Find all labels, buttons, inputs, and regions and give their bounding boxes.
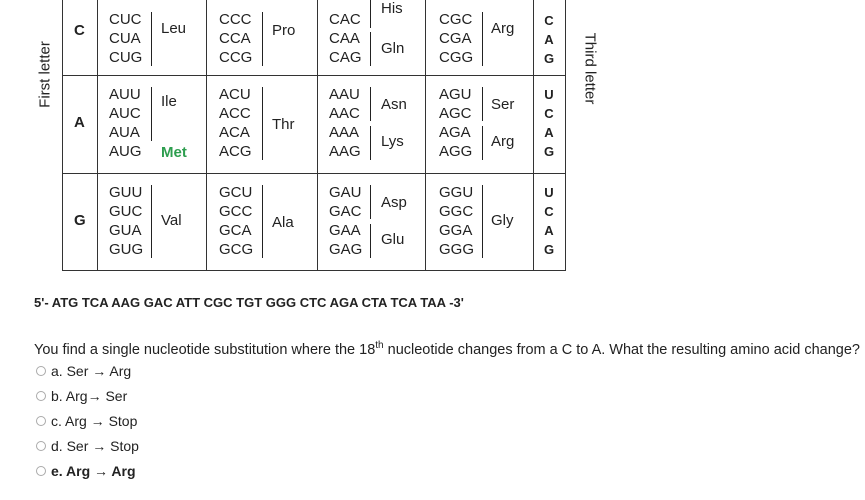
codon-row-a (63, 76, 565, 174)
third-letter-g-a: A (544, 223, 554, 238)
option-a[interactable] (36, 363, 131, 379)
codon-gcg: GCG (219, 241, 254, 258)
codon-aug: AUG (109, 143, 142, 160)
third-letter-a-u: U (544, 87, 554, 102)
codon-gag: GAG (329, 241, 363, 258)
codon-ccg: CCG (219, 49, 253, 66)
codon-agu: AGU (439, 86, 472, 103)
option-e-label: e. Arg → Arg (51, 463, 136, 479)
radio-circle-icon[interactable] (36, 366, 46, 376)
question-text-before: You find a single nucleotide substitution where the 18 (34, 341, 376, 358)
radio-circle-icon[interactable] (36, 416, 46, 426)
codon-ggc: GGC (439, 203, 474, 220)
codon-gcu: GCU (219, 184, 253, 201)
codon-guu: GUU (109, 184, 143, 201)
first-letter-label: First letter (36, 41, 54, 108)
option-c-label: c. Arg → Stop (51, 413, 138, 429)
codon-gug: GUG (109, 241, 144, 258)
third-letter-a-a: A (544, 125, 554, 140)
third-letter-g-c: C (544, 204, 554, 219)
radio-circle-icon[interactable] (36, 391, 46, 401)
codon-agc: AGC (439, 105, 472, 122)
aa-arg-2: Arg (491, 133, 515, 150)
codon-gaa: GAA (329, 222, 361, 239)
codon-aag: AAG (329, 143, 361, 160)
codon-aca: ACA (219, 124, 250, 141)
first-letter-a: A (74, 114, 85, 131)
option-c[interactable] (36, 413, 137, 429)
third-letter-c-g: G (543, 51, 555, 66)
codon-auu: AUU (109, 86, 141, 103)
codon-cac: CAC (329, 11, 361, 28)
codon-cug: CUG (109, 49, 143, 66)
codon-aaa: AAA (329, 124, 360, 141)
codon-cuc: CUC (109, 11, 142, 28)
codon-guc: GUC (109, 203, 143, 220)
codon-gga: GGA (439, 222, 473, 239)
codon-aac: AAC (329, 105, 360, 122)
third-letter-label: Third letter (581, 32, 599, 105)
codon-gcc: GCC (219, 203, 253, 220)
radio-circle-icon[interactable] (36, 441, 46, 451)
codon-cga: CGA (439, 30, 472, 47)
third-letter-c-a: A (544, 32, 554, 47)
aa-pro: Pro (272, 22, 296, 39)
codon-aga: AGA (439, 124, 471, 141)
codon-ggu: GGU (439, 184, 474, 201)
codon-gau: GAU (329, 184, 362, 201)
aa-ile: Ile (161, 93, 177, 110)
codon-cua: CUA (109, 30, 141, 47)
aa-ala: Ala (272, 214, 294, 231)
option-e[interactable] (36, 463, 136, 479)
codon-auc: AUC (109, 105, 141, 122)
aa-met: Met (161, 144, 187, 161)
codon-acg: ACG (219, 143, 252, 160)
aa-asn: Asn (381, 96, 407, 113)
option-b[interactable] (36, 388, 127, 404)
third-letter-a-g: G (543, 144, 555, 159)
aa-lys: Lys (381, 133, 404, 150)
option-a-label: a. Ser → Arg (51, 363, 132, 379)
codon-row-g (63, 174, 565, 271)
aa-ser: Ser (491, 96, 515, 113)
question-superscript: th (375, 340, 384, 351)
question-text (34, 340, 860, 358)
aa-leu: Leu (161, 20, 187, 37)
third-letter-c-c: C (544, 13, 554, 28)
third-letter-a-c: C (544, 106, 554, 121)
codon-gca: GCA (219, 222, 252, 239)
third-letter-g-g: G (543, 242, 555, 257)
third-letter-g-u: U (544, 185, 554, 200)
codon-ggg: GGG (439, 241, 475, 258)
codon-gac: GAC (329, 203, 362, 220)
codon-aau: AAU (329, 86, 360, 103)
codon-cca: CCA (219, 30, 251, 47)
aa-thr: Thr (272, 116, 295, 133)
aa-gln: Gln (381, 40, 405, 57)
codon-aua: AUA (109, 124, 140, 141)
codon-table (62, 0, 566, 271)
codon-acu: ACU (219, 86, 251, 103)
aa-gly: Gly (491, 212, 514, 229)
first-letter-g: G (74, 212, 86, 229)
codon-agg: AGG (439, 143, 473, 160)
option-d[interactable] (36, 438, 139, 454)
aa-arg: Arg (491, 20, 515, 37)
codon-acc: ACC (219, 105, 251, 122)
codon-cgc: CGC (439, 11, 473, 28)
dna-sequence: 5'- ATG TCA AAG GAC ATT CGC TGT GGG CTC AGA CTA TCA TAA -3' (34, 295, 464, 310)
codon-row-c (63, 0, 565, 76)
aa-val: Val (161, 212, 182, 229)
aa-asp: Asp (381, 194, 407, 211)
aa-glu: Glu (381, 231, 405, 248)
aa-his: His (381, 0, 403, 17)
option-b-label: b. Arg→ Ser (51, 388, 128, 404)
option-d-label: d. Ser → Stop (51, 438, 139, 454)
question-text-after: nucleotide changes from a C to A. What the resulting amino acid change? (383, 341, 860, 358)
codon-cag: CAG (329, 49, 362, 66)
codon-caa: CAA (329, 30, 360, 47)
first-letter-c: C (74, 22, 85, 39)
radio-circle-icon[interactable] (36, 466, 46, 476)
codon-cgg: CGG (439, 49, 474, 66)
codon-gua: GUA (109, 222, 142, 239)
codon-ccc: CCC (219, 11, 252, 28)
